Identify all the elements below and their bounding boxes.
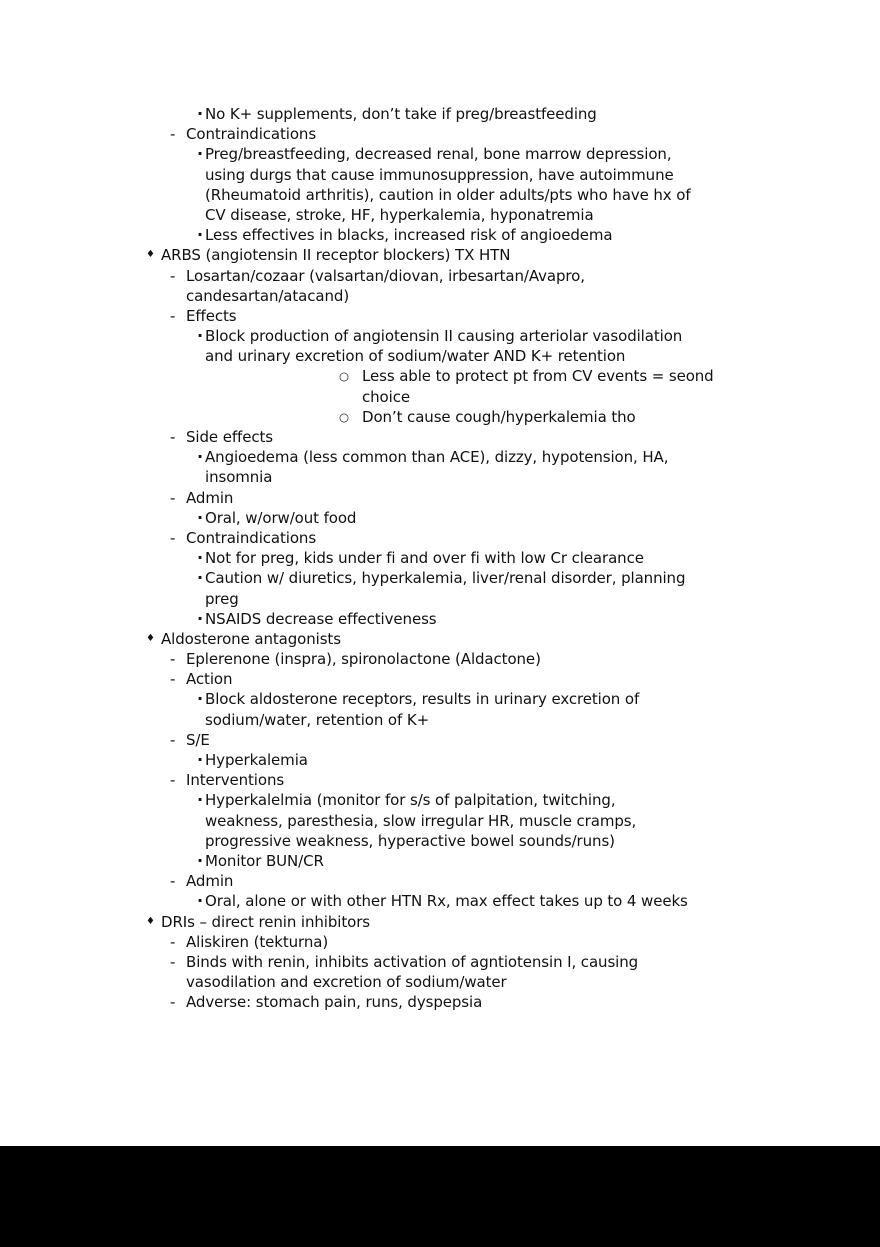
list-item-text: Aldosterone antagonists — [161, 629, 341, 648]
list-item-line — [0, 669, 880, 689]
bullet-dot-icon: · — [197, 608, 203, 628]
list-item-line — [0, 286, 880, 306]
list-item-text: Caution w/ diuretics, hyperkalemia, liver/renal disorder, planning — [205, 569, 686, 588]
bullet-dash-icon: - — [170, 952, 176, 971]
list-item-text: DRIs – direct renin inhibitors — [161, 912, 370, 931]
bullet-diamond-icon: ♦ — [146, 915, 155, 927]
list-item-text: Admin — [186, 872, 234, 891]
list-item-line — [0, 932, 880, 952]
list-item-text: Don’t cause cough/hyperkalemia tho — [362, 407, 636, 426]
list-item-text: choice — [362, 387, 410, 406]
bullet-circle-icon: ○ — [339, 409, 349, 424]
bullet-dash-icon: - — [170, 771, 176, 790]
bullet-dot-icon: · — [197, 891, 203, 911]
list-item-line — [0, 508, 880, 528]
bullet-dot-icon: · — [197, 689, 203, 709]
list-item-text: Contraindications — [186, 125, 317, 144]
list-item-line — [0, 972, 880, 992]
list-item-text: weakness, paresthesia, slow irregular HR, muscle cramps, — [205, 811, 637, 830]
list-item-text: Aliskiren (tekturna) — [186, 932, 329, 951]
list-item-text: S/E — [186, 730, 210, 749]
bullet-dash-icon: - — [170, 306, 176, 325]
bullet-dash-icon: - — [170, 932, 176, 951]
list-item-line — [0, 710, 880, 730]
list-item-text: Interventions — [186, 771, 285, 790]
bullet-dash-icon: - — [170, 670, 176, 689]
list-item-text: Hyperkalelmia (monitor for s/s of palpitation, twitching, — [205, 791, 616, 810]
list-item-line — [0, 447, 880, 467]
list-item-line — [0, 811, 880, 831]
list-item-text: (Rheumatoid arthritis), caution in older adults/pts who have hx of — [205, 185, 691, 204]
list-item-line — [0, 952, 880, 972]
list-item-text: Less able to protect pt from CV events = seond — [362, 367, 714, 386]
list-item-line — [0, 891, 880, 911]
list-item-line — [0, 851, 880, 871]
list-item-line — [0, 387, 880, 407]
bullet-dash-icon: - — [170, 650, 176, 669]
list-item-line — [0, 366, 880, 386]
list-item-line — [0, 548, 880, 568]
list-item-line — [0, 165, 880, 185]
list-item-text: insomnia — [205, 468, 273, 487]
bullet-dot-icon: · — [197, 568, 203, 588]
bullet-dot-icon: · — [197, 144, 203, 164]
list-item-line — [0, 790, 880, 810]
list-item-text: Oral, w/orw/out food — [205, 508, 357, 527]
list-item-line — [0, 104, 880, 124]
list-item-line — [0, 730, 880, 750]
list-item-line — [0, 992, 880, 1012]
list-item-text: Angioedema (less common than ACE), dizzy, hypotension, HA, — [205, 448, 669, 467]
bullet-dash-icon: - — [170, 993, 176, 1012]
list-item-line — [0, 568, 880, 588]
list-item-line — [0, 185, 880, 205]
list-item-line — [0, 326, 880, 346]
bullet-dash-icon: - — [170, 266, 176, 285]
bullet-dash-icon: - — [170, 528, 176, 547]
list-item-text: preg — [205, 589, 239, 608]
bullet-dash-icon: - — [170, 488, 176, 507]
list-item-line — [0, 407, 880, 427]
bullet-dot-icon: · — [197, 326, 203, 346]
list-item-line — [0, 124, 880, 144]
list-item-text: Eplerenone (inspra), spironolactone (Aldactone) — [186, 650, 541, 669]
list-item-line — [0, 266, 880, 286]
list-item-line — [0, 649, 880, 669]
list-item-text: sodium/water, retention of K+ — [205, 710, 430, 729]
bullet-dot-icon: · — [197, 790, 203, 810]
list-item-line — [0, 467, 880, 487]
list-item-line — [0, 629, 880, 649]
list-item-line — [0, 144, 880, 164]
list-item-text: progressive weakness, hyperactive bowel sounds/runs) — [205, 831, 615, 850]
list-item-text: Block aldosterone receptors, results in urinary excretion of — [205, 690, 640, 709]
list-item-line — [0, 770, 880, 790]
bullet-dot-icon: · — [197, 750, 203, 769]
letterbox-bottom — [0, 1146, 880, 1247]
list-item-line — [0, 912, 880, 932]
list-item-text: Preg/breastfeeding, decreased renal, bone marrow depression, — [205, 145, 672, 164]
list-item-text: Adverse: stomach pain, runs, dyspepsia — [186, 993, 483, 1012]
list-item-text: Block production of angiotensin II causing arteriolar vasodilation — [205, 327, 683, 346]
bullet-dash-icon: - — [170, 730, 176, 749]
bullet-dot-icon: · — [197, 548, 203, 568]
list-item-text: Admin — [186, 488, 234, 507]
list-item-line — [0, 346, 880, 366]
list-item-text: Not for preg, kids under fi and over fi with low Cr clearance — [205, 549, 644, 568]
list-item-text: NSAIDS decrease effectiveness — [205, 609, 437, 628]
list-item-text: Binds with renin, inhibits activation of agntiotensin I, causing — [186, 952, 639, 971]
list-item-line — [0, 831, 880, 851]
list-item-text: ARBS (angiotensin II receptor blockers) TX HTN — [161, 246, 511, 265]
list-item-line — [0, 609, 880, 629]
list-item-text: Losartan/cozaar (valsartan/diovan, irbesartan/Avapro, — [186, 266, 585, 285]
list-item-text: CV disease, stroke, HF, hyperkalemia, hyponatremia — [205, 205, 594, 224]
list-item-text: vasodilation and excretion of sodium/water — [186, 973, 507, 992]
list-item-text: Contraindications — [186, 528, 317, 547]
list-item-line — [0, 205, 880, 225]
list-item-text: Side effects — [186, 428, 273, 446]
list-item-line — [0, 750, 880, 770]
bullet-dot-icon: · — [197, 507, 203, 527]
list-item-text: Action — [186, 670, 233, 689]
list-item-text: Hyperkalemia — [205, 751, 308, 769]
bullet-circle-icon: ○ — [339, 369, 349, 384]
list-item-line — [0, 528, 880, 548]
list-item-line — [0, 306, 880, 326]
list-item-line — [0, 245, 880, 265]
list-item-text: and urinary excretion of sodium/water AND K+ retention — [205, 347, 626, 366]
notes-outline — [0, 104, 880, 1012]
list-item-text: using durgs that cause immunosuppression, have autoimmune — [205, 165, 674, 184]
bullet-dot-icon: · — [197, 447, 203, 467]
bullet-diamond-icon: ♦ — [146, 632, 155, 644]
bullet-dash-icon: - — [170, 428, 176, 446]
bullet-dot-icon: · — [197, 104, 203, 123]
bullet-dash-icon: - — [170, 872, 176, 891]
list-item-line — [0, 488, 880, 508]
bullet-dot-icon: · — [197, 225, 203, 245]
list-item-line — [0, 427, 880, 447]
list-item-line — [0, 225, 880, 245]
list-item-text: candesartan/atacand) — [186, 286, 350, 305]
list-item-line — [0, 689, 880, 709]
bullet-diamond-icon: ♦ — [146, 249, 155, 261]
list-item-text: Effects — [186, 306, 237, 325]
bullet-dot-icon: · — [197, 850, 203, 870]
list-item-line — [0, 589, 880, 609]
list-item-line — [0, 871, 880, 891]
list-item-text: Monitor BUN/CR — [205, 851, 324, 870]
list-item-text: No K+ supplements, don’t take if preg/breastfeeding — [205, 105, 597, 123]
list-item-text: Less effectives in blacks, increased risk of angioedema — [205, 226, 613, 245]
list-item-text: Oral, alone or with other HTN Rx, max effect takes up to 4 weeks — [205, 892, 688, 911]
bullet-dash-icon: - — [170, 125, 176, 144]
